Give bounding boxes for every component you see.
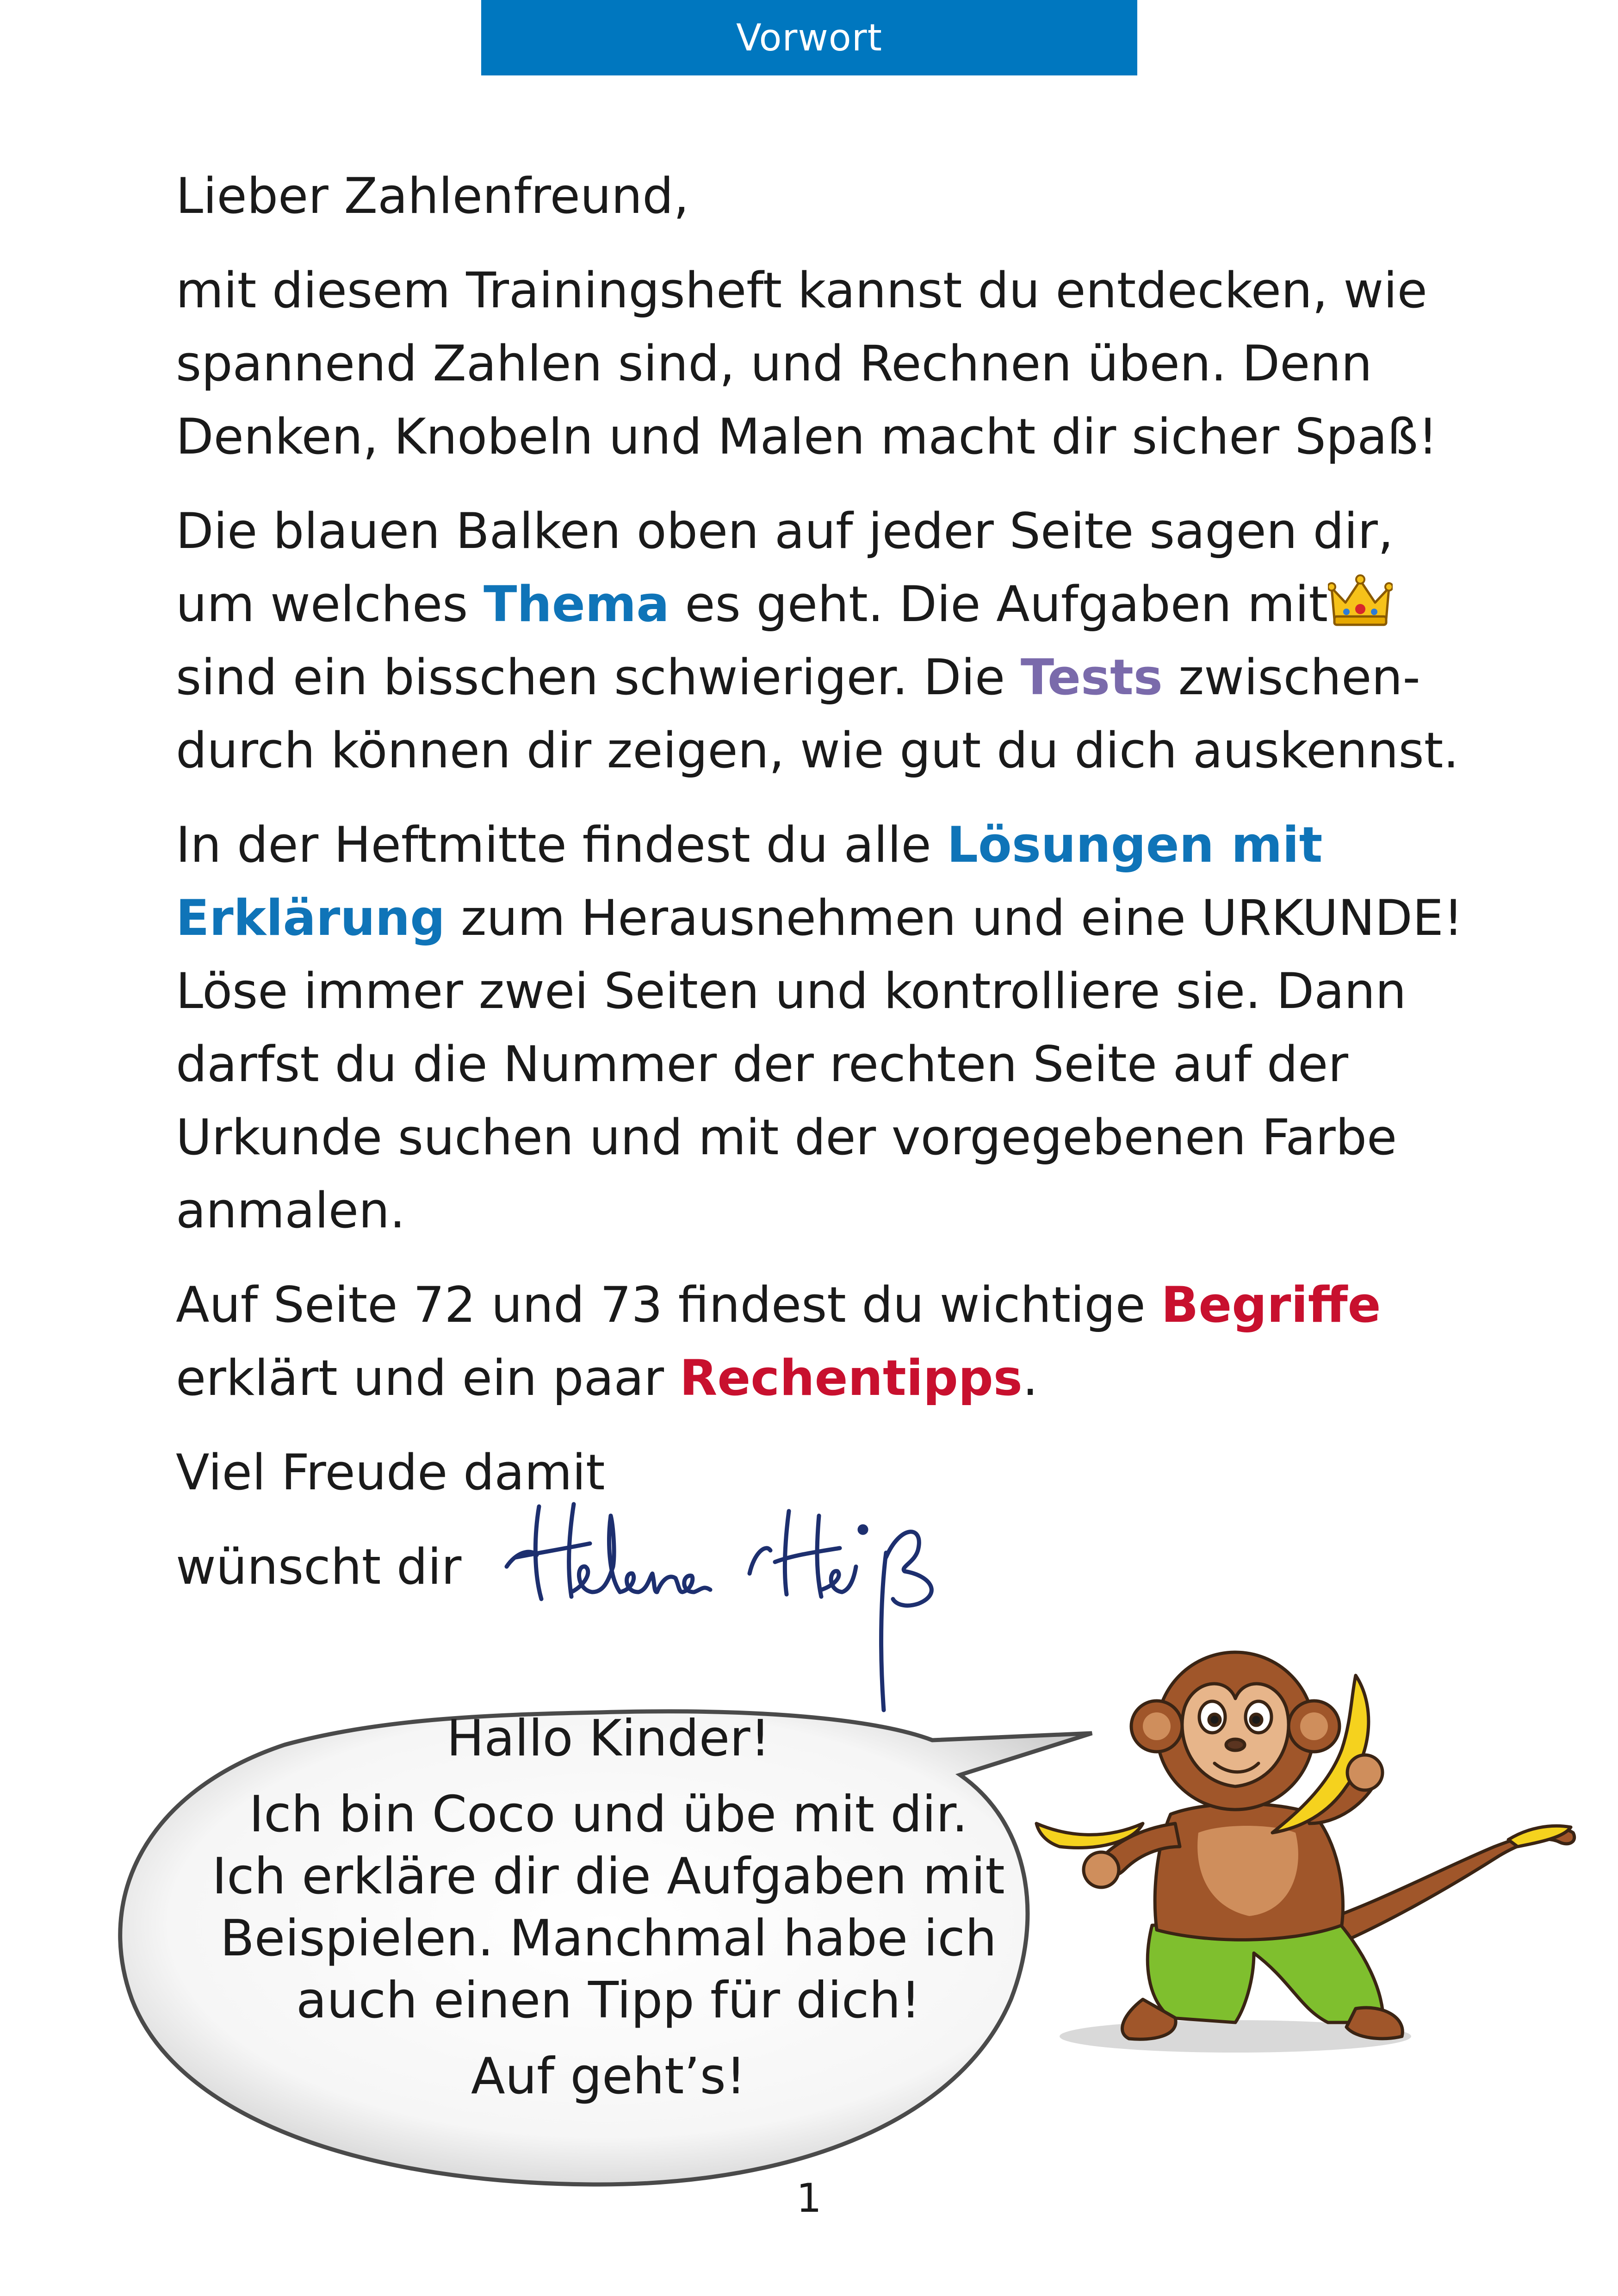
highlight-thema: Thema — [484, 576, 670, 633]
bubble-line: Hallo Kinder! — [446, 1710, 770, 1767]
bubble-line: Ich erkläre dir die Aufgaben mit — [212, 1848, 1005, 1905]
monkey-icon — [976, 1629, 1592, 2064]
paragraph-glossary — [176, 1269, 1485, 1415]
text-segment: . — [1022, 1350, 1038, 1406]
crown-icon — [1328, 574, 1393, 629]
text-segment: zwischendurch können dir zeigen, wie gut du dich auskennst. — [176, 649, 1459, 779]
greeting: Lieber Zahlenfreund, — [176, 168, 689, 224]
highlight-tests: Tests — [1020, 649, 1163, 706]
sign-off: wünscht dir — [176, 1538, 462, 1595]
text-segment: Die blauen Balken oben auf jeder Seite sagen dir, um welches — [176, 503, 1394, 633]
highlight-begriffe: Begriffe — [1161, 1276, 1381, 1333]
highlight-loesungen: Lösungen mit Erklärung — [176, 816, 1323, 946]
text-segment: Auf Seite 72 und 73 findest du wichtige — [176, 1276, 1161, 1333]
section-title: Vorwort — [736, 16, 882, 59]
speech-bubble-text — [183, 1708, 1034, 2108]
section-header-bar — [481, 0, 1137, 75]
paragraph-solutions — [176, 809, 1485, 1247]
speech-bubble — [90, 1675, 1108, 2203]
text-segment: In der Heftmitte findest du alle — [176, 816, 947, 873]
highlight-rechentipps: Rechentipps — [679, 1350, 1023, 1406]
paragraph-topics — [176, 495, 1485, 787]
text-segment: zum Herausnehmen und eine URKUNDE! Löse immer zwei Seiten und kontrolliere sie. Dann darfst du die Nummer der rechten Seite auf der Urkunde suchen und mit der vorgegebenen Farbe anmalen. — [176, 890, 1463, 1239]
bubble-line: Beispielen. Manchmal habe ich — [220, 1910, 997, 1967]
bubble-line: auch einen Tipp für dich! — [296, 1972, 921, 2029]
bubble-line: Ich bin Coco und übe mit dir. — [249, 1786, 968, 1843]
closing: Viel Freude damit — [176, 1444, 605, 1501]
foreword-text — [176, 160, 1485, 1625]
paragraph-intro: mit diesem Trainingsheft kannst du entdecken, wie spannend Zahlen sind, und Rechnen üben. Denn Denken, Knobeln und Malen macht dir sicher Spaß! — [176, 262, 1438, 465]
page-number: 1 — [796, 2175, 822, 2221]
text-segment: erklärt und ein paar — [176, 1350, 680, 1406]
text-segment: es geht. Die Aufgaben mit — [669, 576, 1328, 633]
text-segment: sind ein bisschen schwieriger. Die — [176, 649, 1021, 706]
bubble-line: Auf geht’s! — [471, 2047, 746, 2105]
